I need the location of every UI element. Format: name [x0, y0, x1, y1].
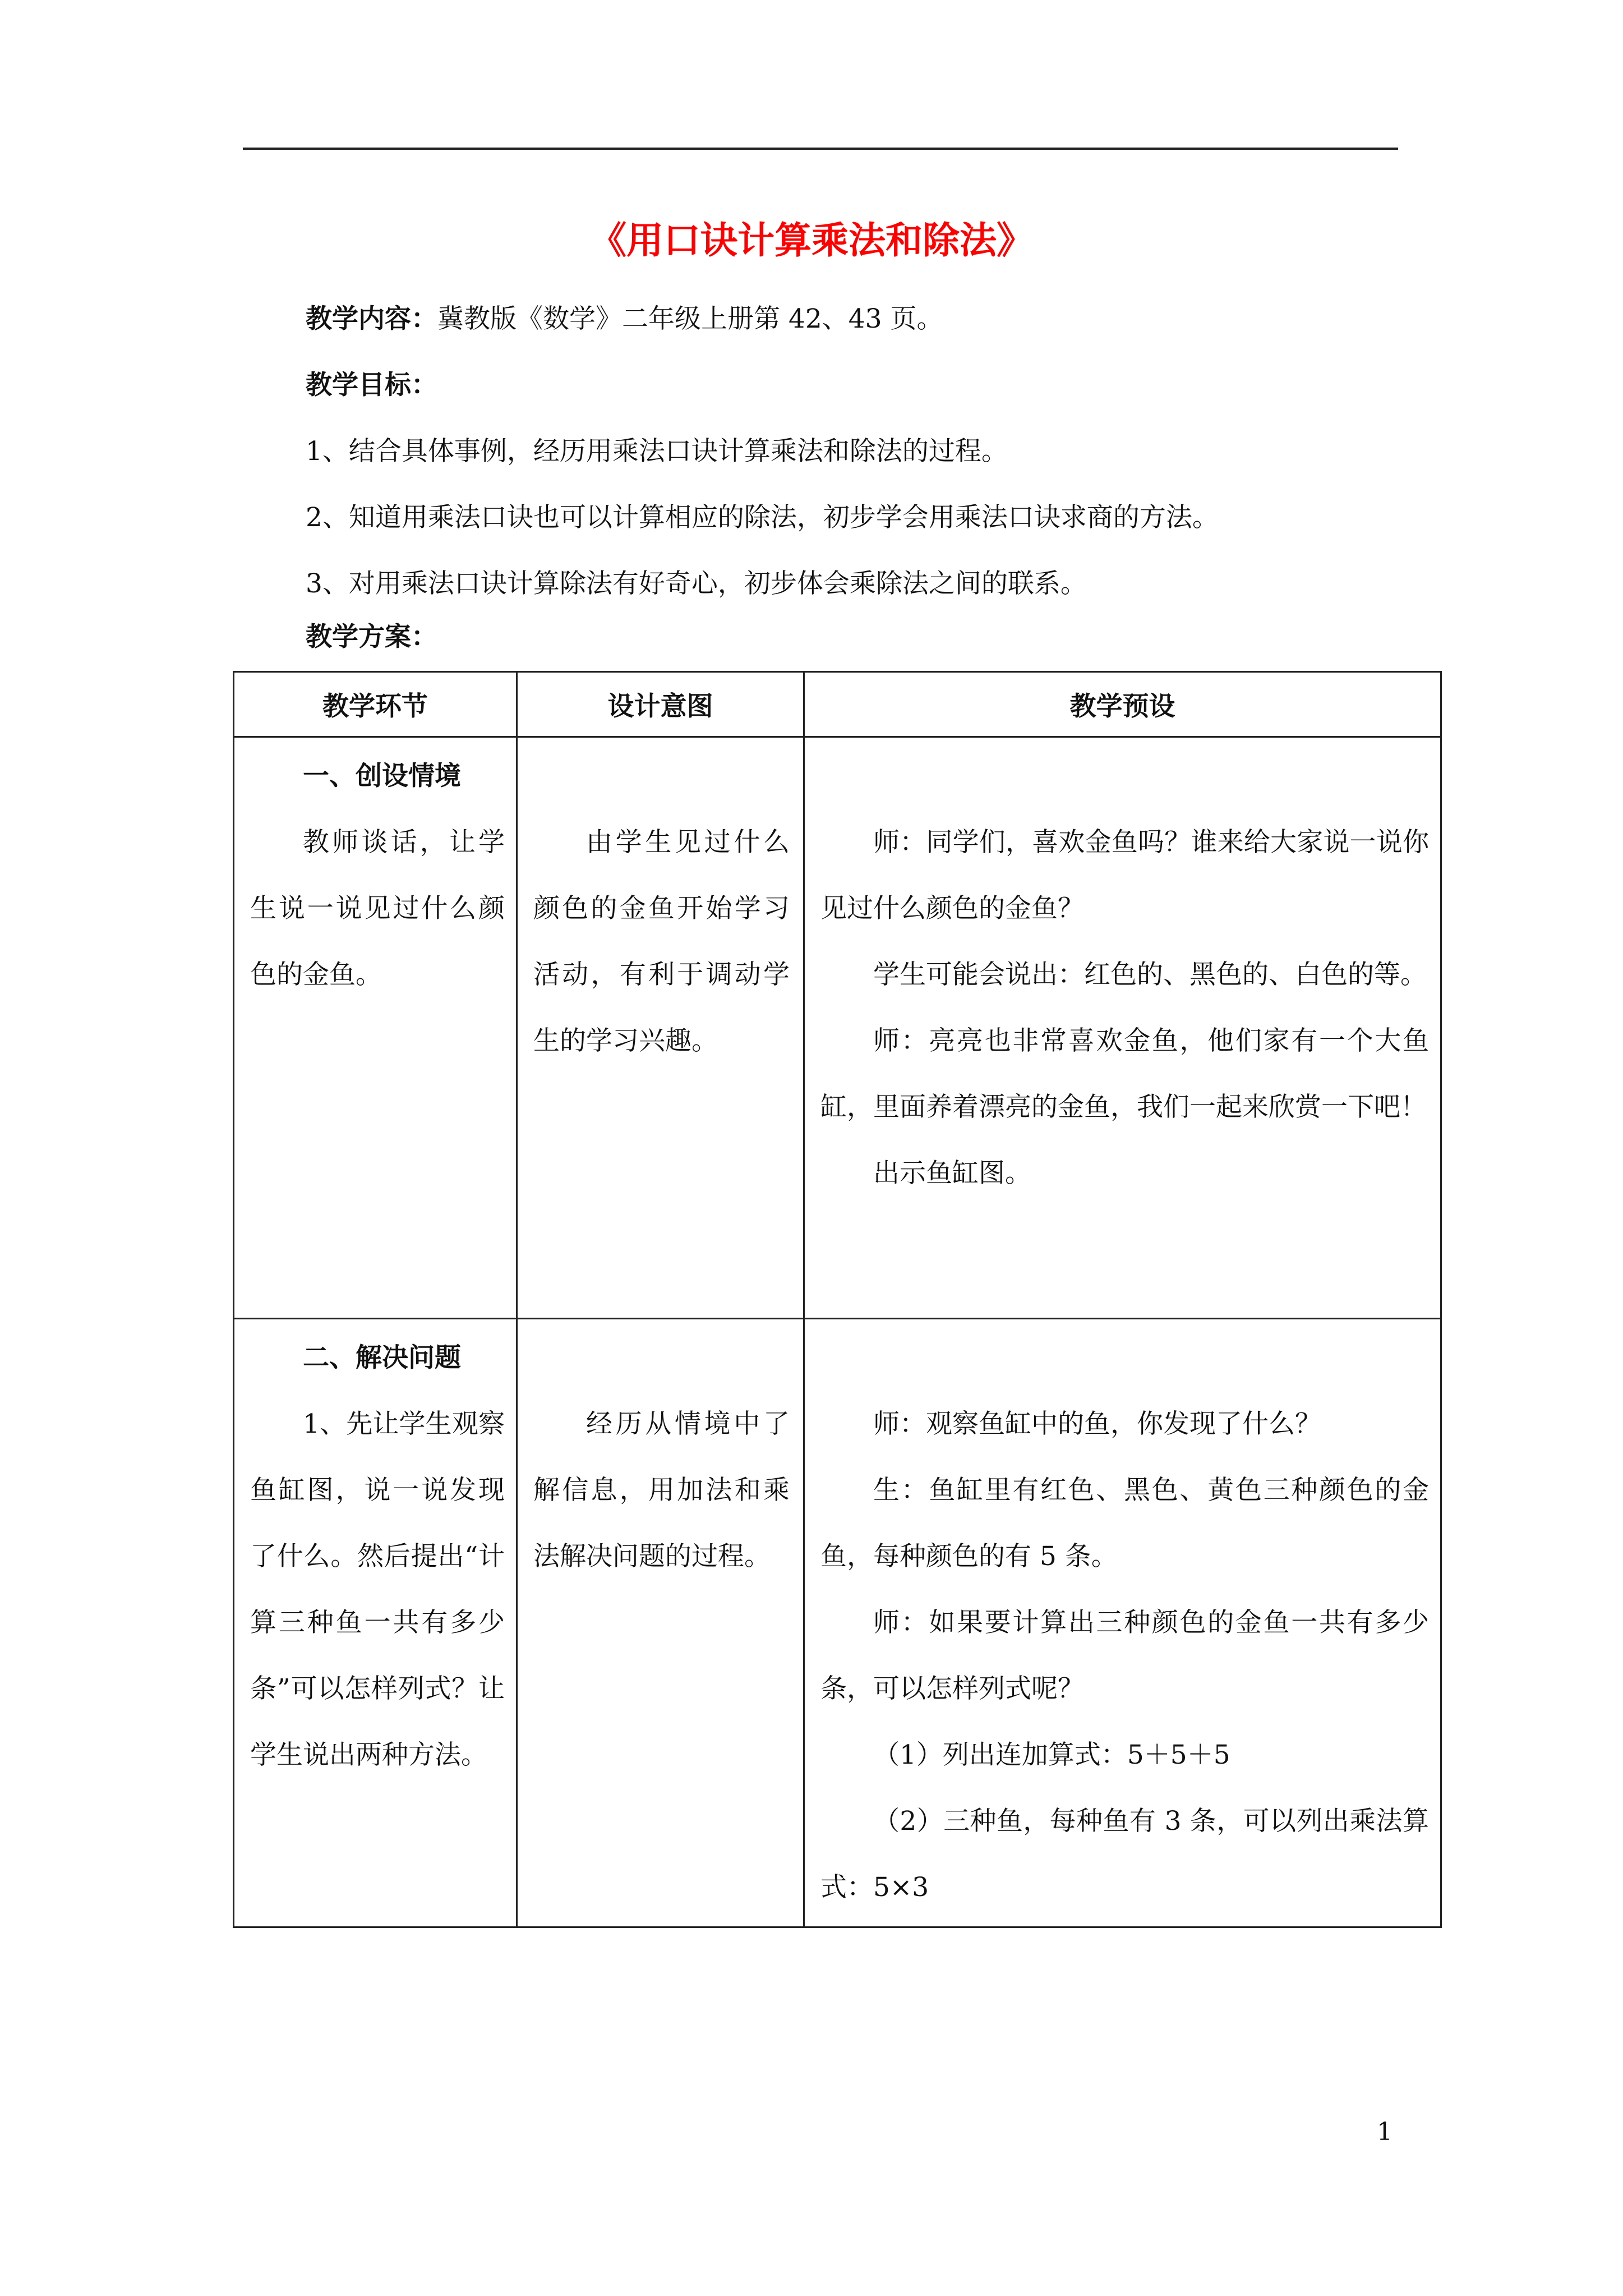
preset-line: 师：如果要计算出三种颜色的金鱼一共有多少条，可以怎样列式呢？ [820, 1607, 1429, 1704]
objective-item: 3、对用乘法口诀计算除法有好奇心，初步体会乘除法之间的联系。 [306, 568, 1087, 599]
preset-line: （1）列出连加算式：5＋5＋5 [873, 1740, 1230, 1770]
teaching-content [306, 302, 1596, 337]
column-header: 教学预设 [804, 672, 1441, 737]
preset-line: 学生可能会说出：红色的、黑色的、白色的等。 [873, 959, 1427, 990]
preset-line: 生：鱼缸里有红色、黑色、黄色三种颜色的金鱼，每种颜色的有 5 条。 [820, 1475, 1429, 1572]
preset-line: 师：观察鱼缸中的鱼，你发现了什么？ [873, 1409, 1321, 1439]
objectives-label: 教学目标： [306, 370, 437, 401]
stage-description: 1、先让学生观察鱼缸图，说一说发现了什么。然后提出“计算三种鱼一共有多少条”可以怎样列式？让学生说出两种方法。 [250, 1409, 505, 1770]
stage-cell [234, 1319, 517, 1927]
header-rule [243, 148, 1398, 150]
plan-label: 教学方案： [306, 622, 437, 652]
preset-cell [804, 737, 1441, 1319]
teaching-plan-table [233, 671, 1442, 1928]
stage-cell [234, 737, 517, 1319]
column-header: 设计意图 [517, 672, 804, 737]
preset-line: 出示鱼缸图。 [873, 1158, 1031, 1189]
objective-item: 2、知道用乘法口诀也可以计算相应的除法，初步学会用乘法口诀求商的方法。 [306, 502, 1219, 533]
preset-line: 师：亮亮也非常喜欢金鱼，他们家有一个大鱼缸，里面养着漂亮的金鱼，我们一起来欣赏一下吧！ [820, 1025, 1429, 1122]
section-heading: 一、创设情境 [303, 761, 461, 792]
teaching-content-label: 教学内容： [306, 303, 437, 334]
table-row [234, 737, 1441, 1319]
preset-cell [804, 1319, 1441, 1927]
page-number: 1 [1377, 2118, 1393, 2146]
column-header: 教学环节 [234, 672, 517, 737]
intent-text: 经历从情境中了解信息，用加法和乘法解决问题的过程。 [533, 1409, 790, 1572]
preset-line: （2）三种鱼，每种鱼有 3 条，可以列出乘法算式：5×3 [820, 1806, 1429, 1903]
intent-cell [517, 1319, 804, 1927]
table-row [234, 1319, 1441, 1927]
intent-cell [517, 737, 804, 1319]
table-header-row [234, 672, 1441, 737]
teaching-content-text: 冀教版《数学》二年级上册第 42、43 页。 [437, 303, 943, 334]
document-title: 《用口诀计算乘法和除法》 [589, 218, 1034, 262]
section-heading: 二、解决问题 [303, 1342, 461, 1373]
stage-description: 教师谈话，让学生说一说见过什么颜色的金鱼。 [250, 827, 505, 990]
intent-text: 由学生见过什么颜色的金鱼开始学习活动，有利于调动学生的学习兴趣。 [533, 827, 790, 1056]
objective-item: 1、结合具体事例，经历用乘法口诀计算乘法和除法的过程。 [306, 436, 1008, 467]
preset-line: 师：同学们，喜欢金鱼吗？谁来给大家说一说你见过什么颜色的金鱼？ [820, 827, 1429, 924]
